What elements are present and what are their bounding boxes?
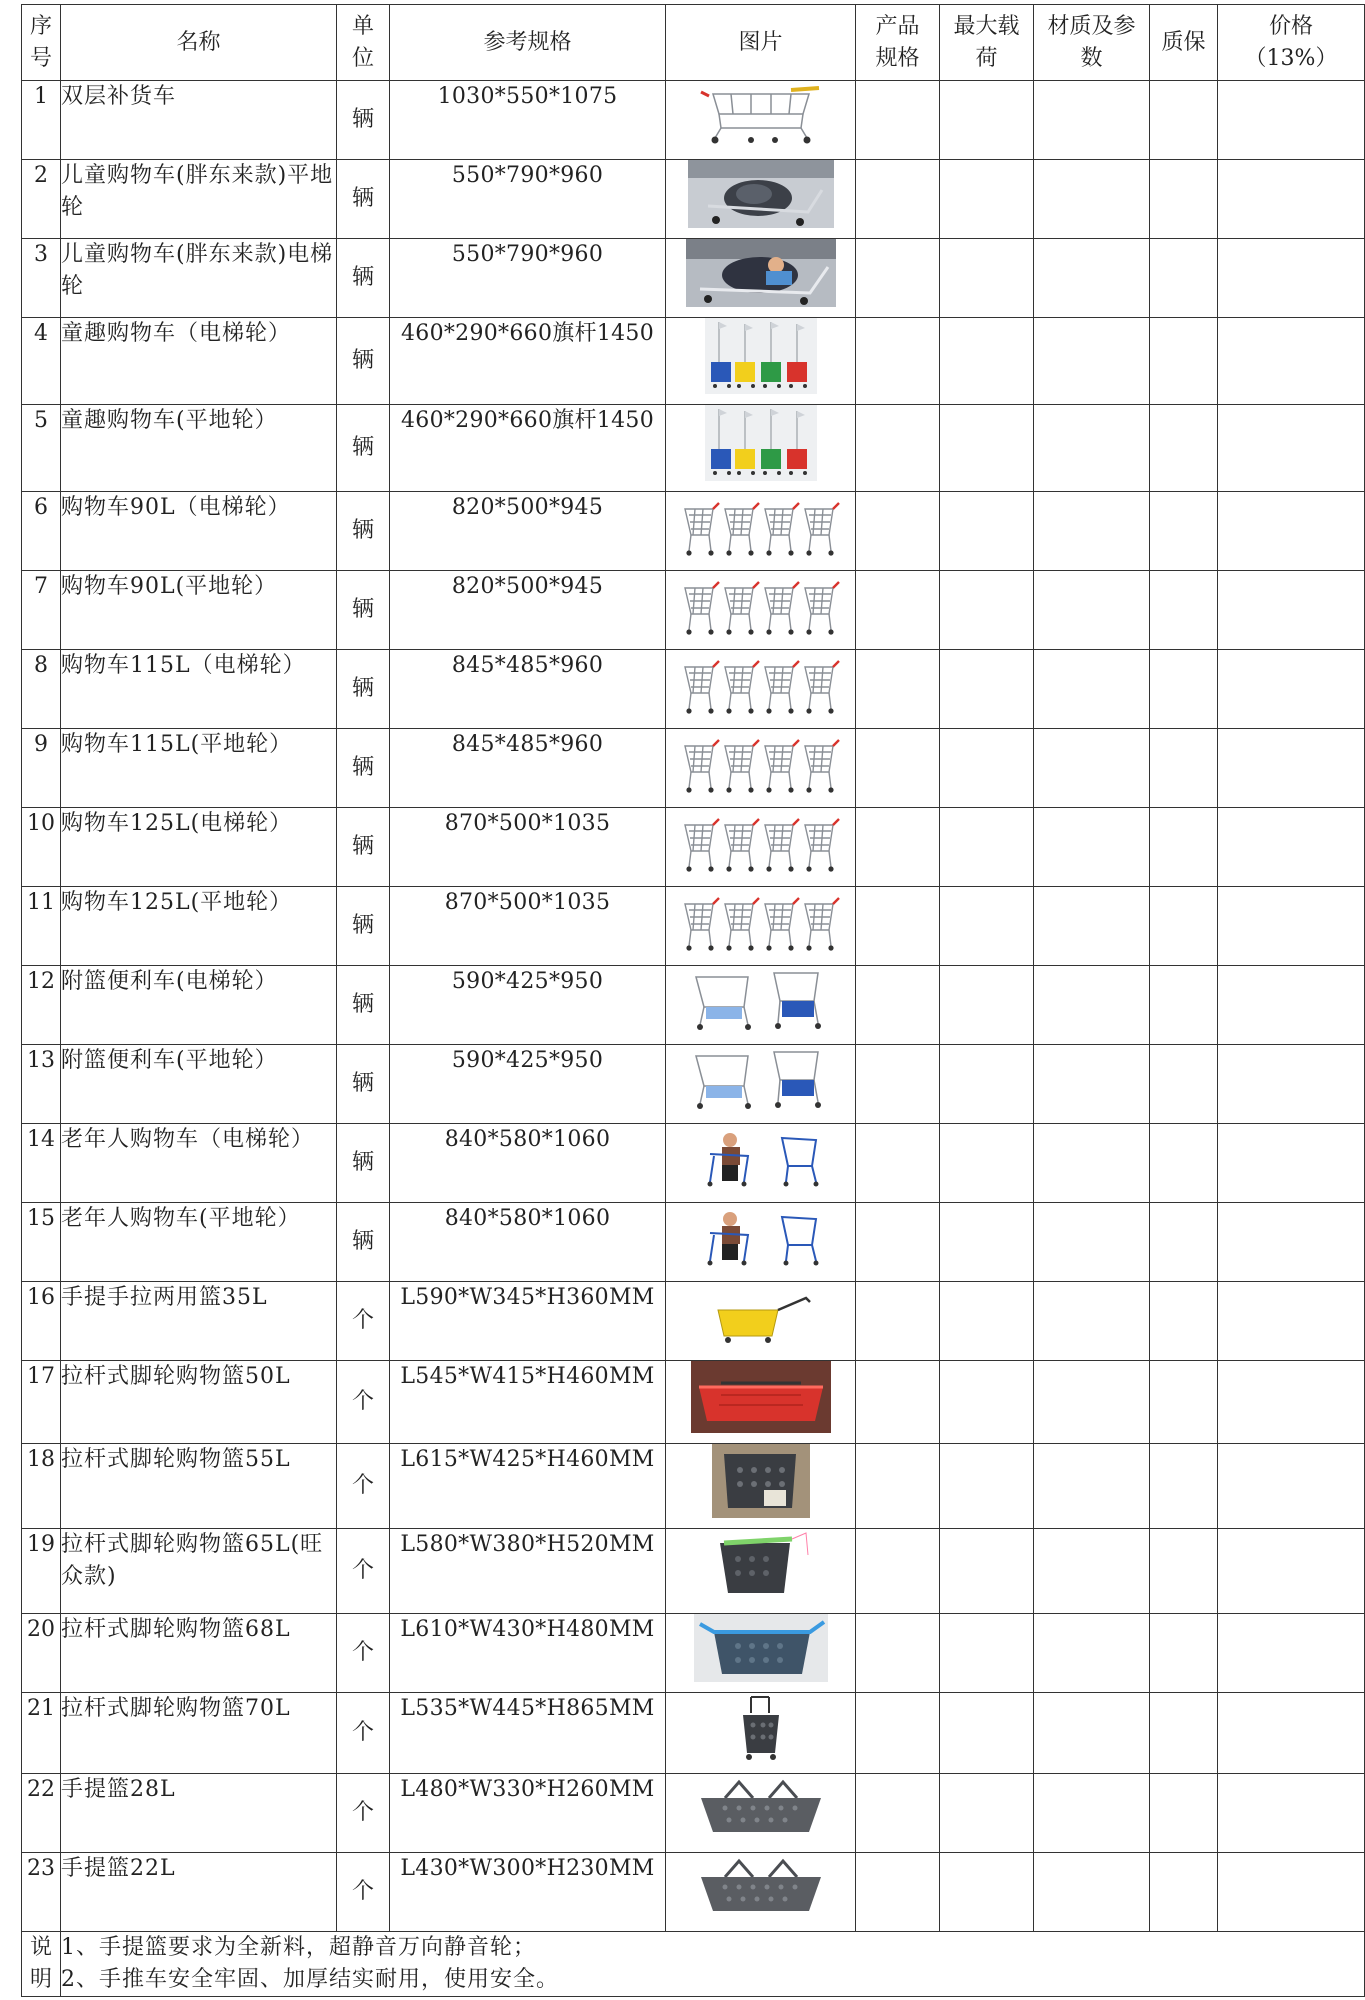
reference-spec: 820*500*945 <box>390 492 666 571</box>
product-name: 双层补货车 <box>61 81 337 160</box>
header-product-spec: 产品 规格 <box>856 5 940 81</box>
material-cell <box>1034 492 1150 571</box>
product-spec-cell <box>856 1693 940 1774</box>
row-number: 4 <box>22 318 61 405</box>
product-spec-cell <box>856 1774 940 1853</box>
unit: 辆 <box>337 571 390 650</box>
warranty-cell <box>1150 1529 1218 1614</box>
product-spec-cell <box>856 808 940 887</box>
product-image-cell <box>666 1853 856 1932</box>
max-load-cell <box>940 318 1034 405</box>
product-name: 拉杆式脚轮购物篮70L <box>61 1693 337 1774</box>
product-image-cell <box>666 81 856 160</box>
product-image-cell <box>666 1693 856 1774</box>
product-spec-cell <box>856 650 940 729</box>
product-image-cell <box>666 966 856 1045</box>
table-row <box>22 808 1365 887</box>
price-cell <box>1218 887 1365 966</box>
reference-spec: 460*290*660旗杆1450 <box>390 318 666 405</box>
warranty-cell <box>1150 81 1218 160</box>
unit: 辆 <box>337 81 390 160</box>
material-cell <box>1034 1282 1150 1361</box>
max-load-cell <box>940 1853 1034 1932</box>
product-image-cell <box>666 571 856 650</box>
warranty-cell <box>1150 1774 1218 1853</box>
unit: 辆 <box>337 1124 390 1203</box>
table-row <box>22 492 1365 571</box>
reference-spec: L535*W445*H865MM <box>390 1693 666 1774</box>
table-row <box>22 160 1365 239</box>
max-load-cell <box>940 239 1034 318</box>
price-cell <box>1218 1853 1365 1932</box>
material-cell <box>1034 160 1150 239</box>
reference-spec: L610*W430*H480MM <box>390 1614 666 1693</box>
max-load-cell <box>940 492 1034 571</box>
table-row <box>22 729 1365 808</box>
product-spec-cell <box>856 729 940 808</box>
price-cell <box>1218 1045 1365 1124</box>
product-image-cell <box>666 492 856 571</box>
row-number: 15 <box>22 1203 61 1282</box>
material-cell <box>1034 1614 1150 1693</box>
header-picture: 图片 <box>666 5 856 81</box>
reference-spec: 1030*550*1075 <box>390 81 666 160</box>
material-cell <box>1034 1693 1150 1774</box>
price-cell <box>1218 1444 1365 1529</box>
header-no: 序 号 <box>22 5 61 81</box>
elderly-seat-carts-image <box>696 1205 826 1279</box>
reference-spec: L480*W330*H260MM <box>390 1774 666 1853</box>
note-label: 说 明 <box>22 1932 61 1997</box>
max-load-cell <box>940 1529 1034 1614</box>
product-name: 购物车90L（电梯轮） <box>61 492 337 571</box>
max-load-cell <box>940 808 1034 887</box>
product-name: 购物车125L(平地轮） <box>61 887 337 966</box>
price-cell <box>1218 1203 1365 1282</box>
basket-convenience-carts-image <box>690 1046 832 1122</box>
reference-spec: 460*290*660旗杆1450 <box>390 405 666 492</box>
table-row <box>22 1529 1365 1614</box>
unit: 个 <box>337 1693 390 1774</box>
max-load-cell <box>940 1693 1034 1774</box>
max-load-cell <box>940 1282 1034 1361</box>
reference-spec: 590*425*950 <box>390 966 666 1045</box>
product-image-cell <box>666 1045 856 1124</box>
product-image-cell <box>666 1614 856 1693</box>
product-image-cell <box>666 1203 856 1282</box>
unit: 个 <box>337 1853 390 1932</box>
material-cell <box>1034 966 1150 1045</box>
table-row <box>22 1614 1365 1693</box>
price-cell <box>1218 1693 1365 1774</box>
warranty-cell <box>1150 650 1218 729</box>
unit: 个 <box>337 1614 390 1693</box>
yellow-trolley-basket-image <box>706 1286 816 1356</box>
product-name: 购物车90L(平地轮） <box>61 571 337 650</box>
product-name: 购物车115L(平地轮） <box>61 729 337 808</box>
table-row <box>22 1774 1365 1853</box>
table-row <box>22 1853 1365 1932</box>
product-image-cell <box>666 1444 856 1529</box>
table-row <box>22 1045 1365 1124</box>
shopping-carts-row-image <box>681 811 841 883</box>
price-cell <box>1218 1529 1365 1614</box>
price-cell <box>1218 1774 1365 1853</box>
row-number: 7 <box>22 571 61 650</box>
black-green-rolling-basket-image <box>706 1529 816 1613</box>
reference-spec: 550*790*960 <box>390 239 666 318</box>
header-row <box>22 5 1365 81</box>
unit: 个 <box>337 1282 390 1361</box>
product-spec-cell <box>856 492 940 571</box>
reference-spec: 840*580*1060 <box>390 1203 666 1282</box>
product-image-cell <box>666 405 856 492</box>
product-name: 老年人购物车(平地轮） <box>61 1203 337 1282</box>
unit: 个 <box>337 1529 390 1614</box>
price-cell <box>1218 405 1365 492</box>
product-spec-cell <box>856 1444 940 1529</box>
reference-spec: 845*485*960 <box>390 729 666 808</box>
max-load-cell <box>940 1361 1034 1444</box>
note-text <box>61 1932 1365 1997</box>
warranty-cell <box>1150 1361 1218 1444</box>
row-number: 20 <box>22 1614 61 1693</box>
table-row <box>22 1124 1365 1203</box>
grey-hand-basket-image <box>691 1855 831 1929</box>
elderly-seat-carts-image <box>696 1126 826 1200</box>
blue-handle-basket-image <box>694 1614 828 1692</box>
reference-spec: 840*580*1060 <box>390 1124 666 1203</box>
row-number: 8 <box>22 650 61 729</box>
warranty-cell <box>1150 966 1218 1045</box>
unit: 个 <box>337 1774 390 1853</box>
material-cell <box>1034 318 1150 405</box>
shopping-carts-row-image <box>681 732 841 804</box>
header-price: 价格 （13%） <box>1218 5 1365 81</box>
max-load-cell <box>940 1774 1034 1853</box>
max-load-cell <box>940 966 1034 1045</box>
product-name: 儿童购物车(胖东来款)电梯轮 <box>61 239 337 318</box>
unit: 辆 <box>337 1045 390 1124</box>
product-name: 童趣购物车（电梯轮） <box>61 318 337 405</box>
max-load-cell <box>940 1203 1034 1282</box>
table-row <box>22 1444 1365 1529</box>
product-spec-cell <box>856 571 940 650</box>
unit: 辆 <box>337 966 390 1045</box>
basket-convenience-carts-image <box>690 967 832 1043</box>
material-cell <box>1034 1361 1150 1444</box>
unit: 个 <box>337 1444 390 1529</box>
table-row <box>22 1693 1365 1774</box>
product-image-cell <box>666 729 856 808</box>
row-number: 13 <box>22 1045 61 1124</box>
note-line-2: 2、手推车安全牢固、加厚结实耐用，使用安全。 <box>61 1967 559 1992</box>
product-image-cell <box>666 318 856 405</box>
reference-spec: 820*500*945 <box>390 571 666 650</box>
product-name: 儿童购物车(胖东来款)平地轮 <box>61 160 337 239</box>
note-row <box>22 1932 1365 1997</box>
product-spec-cell <box>856 1614 940 1693</box>
grey-hand-basket-image <box>691 1776 831 1850</box>
max-load-cell <box>940 160 1034 239</box>
warranty-cell <box>1150 405 1218 492</box>
price-cell <box>1218 81 1365 160</box>
row-number: 21 <box>22 1693 61 1774</box>
max-load-cell <box>940 1124 1034 1203</box>
max-load-cell <box>940 729 1034 808</box>
shopping-carts-row-image <box>681 495 841 567</box>
unit: 辆 <box>337 160 390 239</box>
row-number: 17 <box>22 1361 61 1444</box>
price-cell <box>1218 571 1365 650</box>
unit: 辆 <box>337 239 390 318</box>
product-name: 老年人购物车（电梯轮） <box>61 1124 337 1203</box>
row-number: 5 <box>22 405 61 492</box>
row-number: 1 <box>22 81 61 160</box>
material-cell <box>1034 1853 1150 1932</box>
material-cell <box>1034 1045 1150 1124</box>
price-cell <box>1218 808 1365 887</box>
table-row <box>22 239 1365 318</box>
product-name: 拉杆式脚轮购物篮65L(旺众款) <box>61 1529 337 1614</box>
header-spec: 参考规格 <box>390 5 666 81</box>
unit: 辆 <box>337 808 390 887</box>
price-cell <box>1218 1614 1365 1693</box>
product-spec-cell <box>856 1529 940 1614</box>
product-spec-cell <box>856 1203 940 1282</box>
warranty-cell <box>1150 1853 1218 1932</box>
table-row <box>22 966 1365 1045</box>
header-warranty: 质保 <box>1150 5 1218 81</box>
warranty-cell <box>1150 160 1218 239</box>
material-cell <box>1034 808 1150 887</box>
material-cell <box>1034 729 1150 808</box>
unit: 辆 <box>337 1203 390 1282</box>
warranty-cell <box>1150 729 1218 808</box>
child-seat-cart-escalator-image <box>686 239 836 317</box>
warranty-cell <box>1150 239 1218 318</box>
product-image-cell <box>666 650 856 729</box>
price-cell <box>1218 1124 1365 1203</box>
red-rolling-basket-image <box>691 1361 831 1443</box>
material-cell <box>1034 239 1150 318</box>
warranty-cell <box>1150 1614 1218 1693</box>
shopping-carts-row-image <box>681 574 841 646</box>
warranty-cell <box>1150 808 1218 887</box>
product-spec-cell <box>856 318 940 405</box>
price-cell <box>1218 1282 1365 1361</box>
reference-spec: L545*W415*H460MM <box>390 1361 666 1444</box>
reference-spec: 550*790*960 <box>390 160 666 239</box>
product-name: 附篮便利车(电梯轮） <box>61 966 337 1045</box>
kids-flag-carts-image <box>705 318 817 404</box>
row-number: 16 <box>22 1282 61 1361</box>
product-image-cell <box>666 1774 856 1853</box>
product-name: 童趣购物车(平地轮） <box>61 405 337 492</box>
row-number: 3 <box>22 239 61 318</box>
row-number: 11 <box>22 887 61 966</box>
warranty-cell <box>1150 318 1218 405</box>
row-number: 18 <box>22 1444 61 1529</box>
quotation-table <box>21 4 1365 1997</box>
row-number: 2 <box>22 160 61 239</box>
max-load-cell <box>940 1045 1034 1124</box>
warranty-cell <box>1150 571 1218 650</box>
table-row <box>22 1203 1365 1282</box>
unit: 辆 <box>337 405 390 492</box>
product-name: 手提篮28L <box>61 1774 337 1853</box>
warranty-cell <box>1150 887 1218 966</box>
tall-rolling-basket-image <box>731 1693 791 1773</box>
black-rolling-basket-image <box>712 1444 810 1528</box>
product-spec-cell <box>856 81 940 160</box>
reference-spec: 845*485*960 <box>390 650 666 729</box>
warranty-cell <box>1150 1282 1218 1361</box>
product-spec-cell <box>856 887 940 966</box>
unit: 辆 <box>337 318 390 405</box>
kids-flag-carts-image <box>705 405 817 491</box>
material-cell <box>1034 1124 1150 1203</box>
table-row <box>22 81 1365 160</box>
material-cell <box>1034 1203 1150 1282</box>
product-spec-cell <box>856 1853 940 1932</box>
shopping-carts-row-image <box>681 653 841 725</box>
product-spec-cell <box>856 1045 940 1124</box>
price-cell <box>1218 1361 1365 1444</box>
max-load-cell <box>940 571 1034 650</box>
warranty-cell <box>1150 1203 1218 1282</box>
row-number: 6 <box>22 492 61 571</box>
header-max-load: 最大载 荷 <box>940 5 1034 81</box>
price-cell <box>1218 650 1365 729</box>
product-image-cell <box>666 1124 856 1203</box>
warranty-cell <box>1150 1124 1218 1203</box>
material-cell <box>1034 1444 1150 1529</box>
product-image-cell <box>666 1361 856 1444</box>
reference-spec: 870*500*1035 <box>390 887 666 966</box>
max-load-cell <box>940 650 1034 729</box>
warranty-cell <box>1150 1444 1218 1529</box>
material-cell <box>1034 887 1150 966</box>
table-row <box>22 571 1365 650</box>
row-number: 19 <box>22 1529 61 1614</box>
row-number: 23 <box>22 1853 61 1932</box>
product-spec-cell <box>856 1282 940 1361</box>
product-image-cell <box>666 160 856 239</box>
max-load-cell <box>940 1614 1034 1693</box>
product-spec-cell <box>856 405 940 492</box>
row-number: 14 <box>22 1124 61 1203</box>
reference-spec: 590*425*950 <box>390 1045 666 1124</box>
product-image-cell <box>666 239 856 318</box>
product-name: 购物车125L(电梯轮） <box>61 808 337 887</box>
material-cell <box>1034 571 1150 650</box>
unit: 辆 <box>337 887 390 966</box>
price-cell <box>1218 966 1365 1045</box>
header-name: 名称 <box>61 5 337 81</box>
material-cell <box>1034 1529 1150 1614</box>
header-unit: 单 位 <box>337 5 390 81</box>
header-material: 材质及参 数 <box>1034 5 1150 81</box>
warranty-cell <box>1150 492 1218 571</box>
material-cell <box>1034 650 1150 729</box>
product-name: 拉杆式脚轮购物篮68L <box>61 1614 337 1693</box>
product-image-cell <box>666 1529 856 1614</box>
table-row <box>22 1361 1365 1444</box>
price-cell <box>1218 318 1365 405</box>
warranty-cell <box>1150 1045 1218 1124</box>
double-deck-restock-cart-image <box>691 84 831 156</box>
price-cell <box>1218 160 1365 239</box>
warranty-cell <box>1150 1693 1218 1774</box>
product-name: 购物车115L（电梯轮） <box>61 650 337 729</box>
product-name: 手提篮22L <box>61 1853 337 1932</box>
max-load-cell <box>940 405 1034 492</box>
reference-spec: L590*W345*H360MM <box>390 1282 666 1361</box>
product-spec-cell <box>856 239 940 318</box>
table-row <box>22 1282 1365 1361</box>
reference-spec: L430*W300*H230MM <box>390 1853 666 1932</box>
row-number: 12 <box>22 966 61 1045</box>
product-name: 拉杆式脚轮购物篮55L <box>61 1444 337 1529</box>
table-row <box>22 650 1365 729</box>
price-cell <box>1218 729 1365 808</box>
table-row <box>22 887 1365 966</box>
product-image-cell <box>666 1282 856 1361</box>
unit: 辆 <box>337 729 390 808</box>
price-cell <box>1218 239 1365 318</box>
price-cell <box>1218 492 1365 571</box>
material-cell <box>1034 81 1150 160</box>
product-spec-cell <box>856 1124 940 1203</box>
product-spec-cell <box>856 160 940 239</box>
material-cell <box>1034 405 1150 492</box>
product-spec-cell <box>856 966 940 1045</box>
max-load-cell <box>940 81 1034 160</box>
max-load-cell <box>940 1444 1034 1529</box>
note-line-1: 1、手提篮要求为全新料，超静音万向静音轮； <box>61 1935 536 1960</box>
row-number: 10 <box>22 808 61 887</box>
unit: 辆 <box>337 650 390 729</box>
row-number: 9 <box>22 729 61 808</box>
reference-spec: L615*W425*H460MM <box>390 1444 666 1529</box>
product-name: 附篮便利车(平地轮） <box>61 1045 337 1124</box>
unit: 个 <box>337 1361 390 1444</box>
product-image-cell <box>666 887 856 966</box>
table-row <box>22 318 1365 405</box>
reference-spec: L580*W380*H520MM <box>390 1529 666 1614</box>
product-name: 手提手拉两用篮35L <box>61 1282 337 1361</box>
product-image-cell <box>666 808 856 887</box>
material-cell <box>1034 1774 1150 1853</box>
product-spec-cell <box>856 1361 940 1444</box>
row-number: 22 <box>22 1774 61 1853</box>
table-row <box>22 405 1365 492</box>
product-name: 拉杆式脚轮购物篮50L <box>61 1361 337 1444</box>
shopping-carts-row-image <box>681 890 841 962</box>
max-load-cell <box>940 887 1034 966</box>
unit: 辆 <box>337 492 390 571</box>
reference-spec: 870*500*1035 <box>390 808 666 887</box>
child-seat-cart-image <box>688 160 834 238</box>
